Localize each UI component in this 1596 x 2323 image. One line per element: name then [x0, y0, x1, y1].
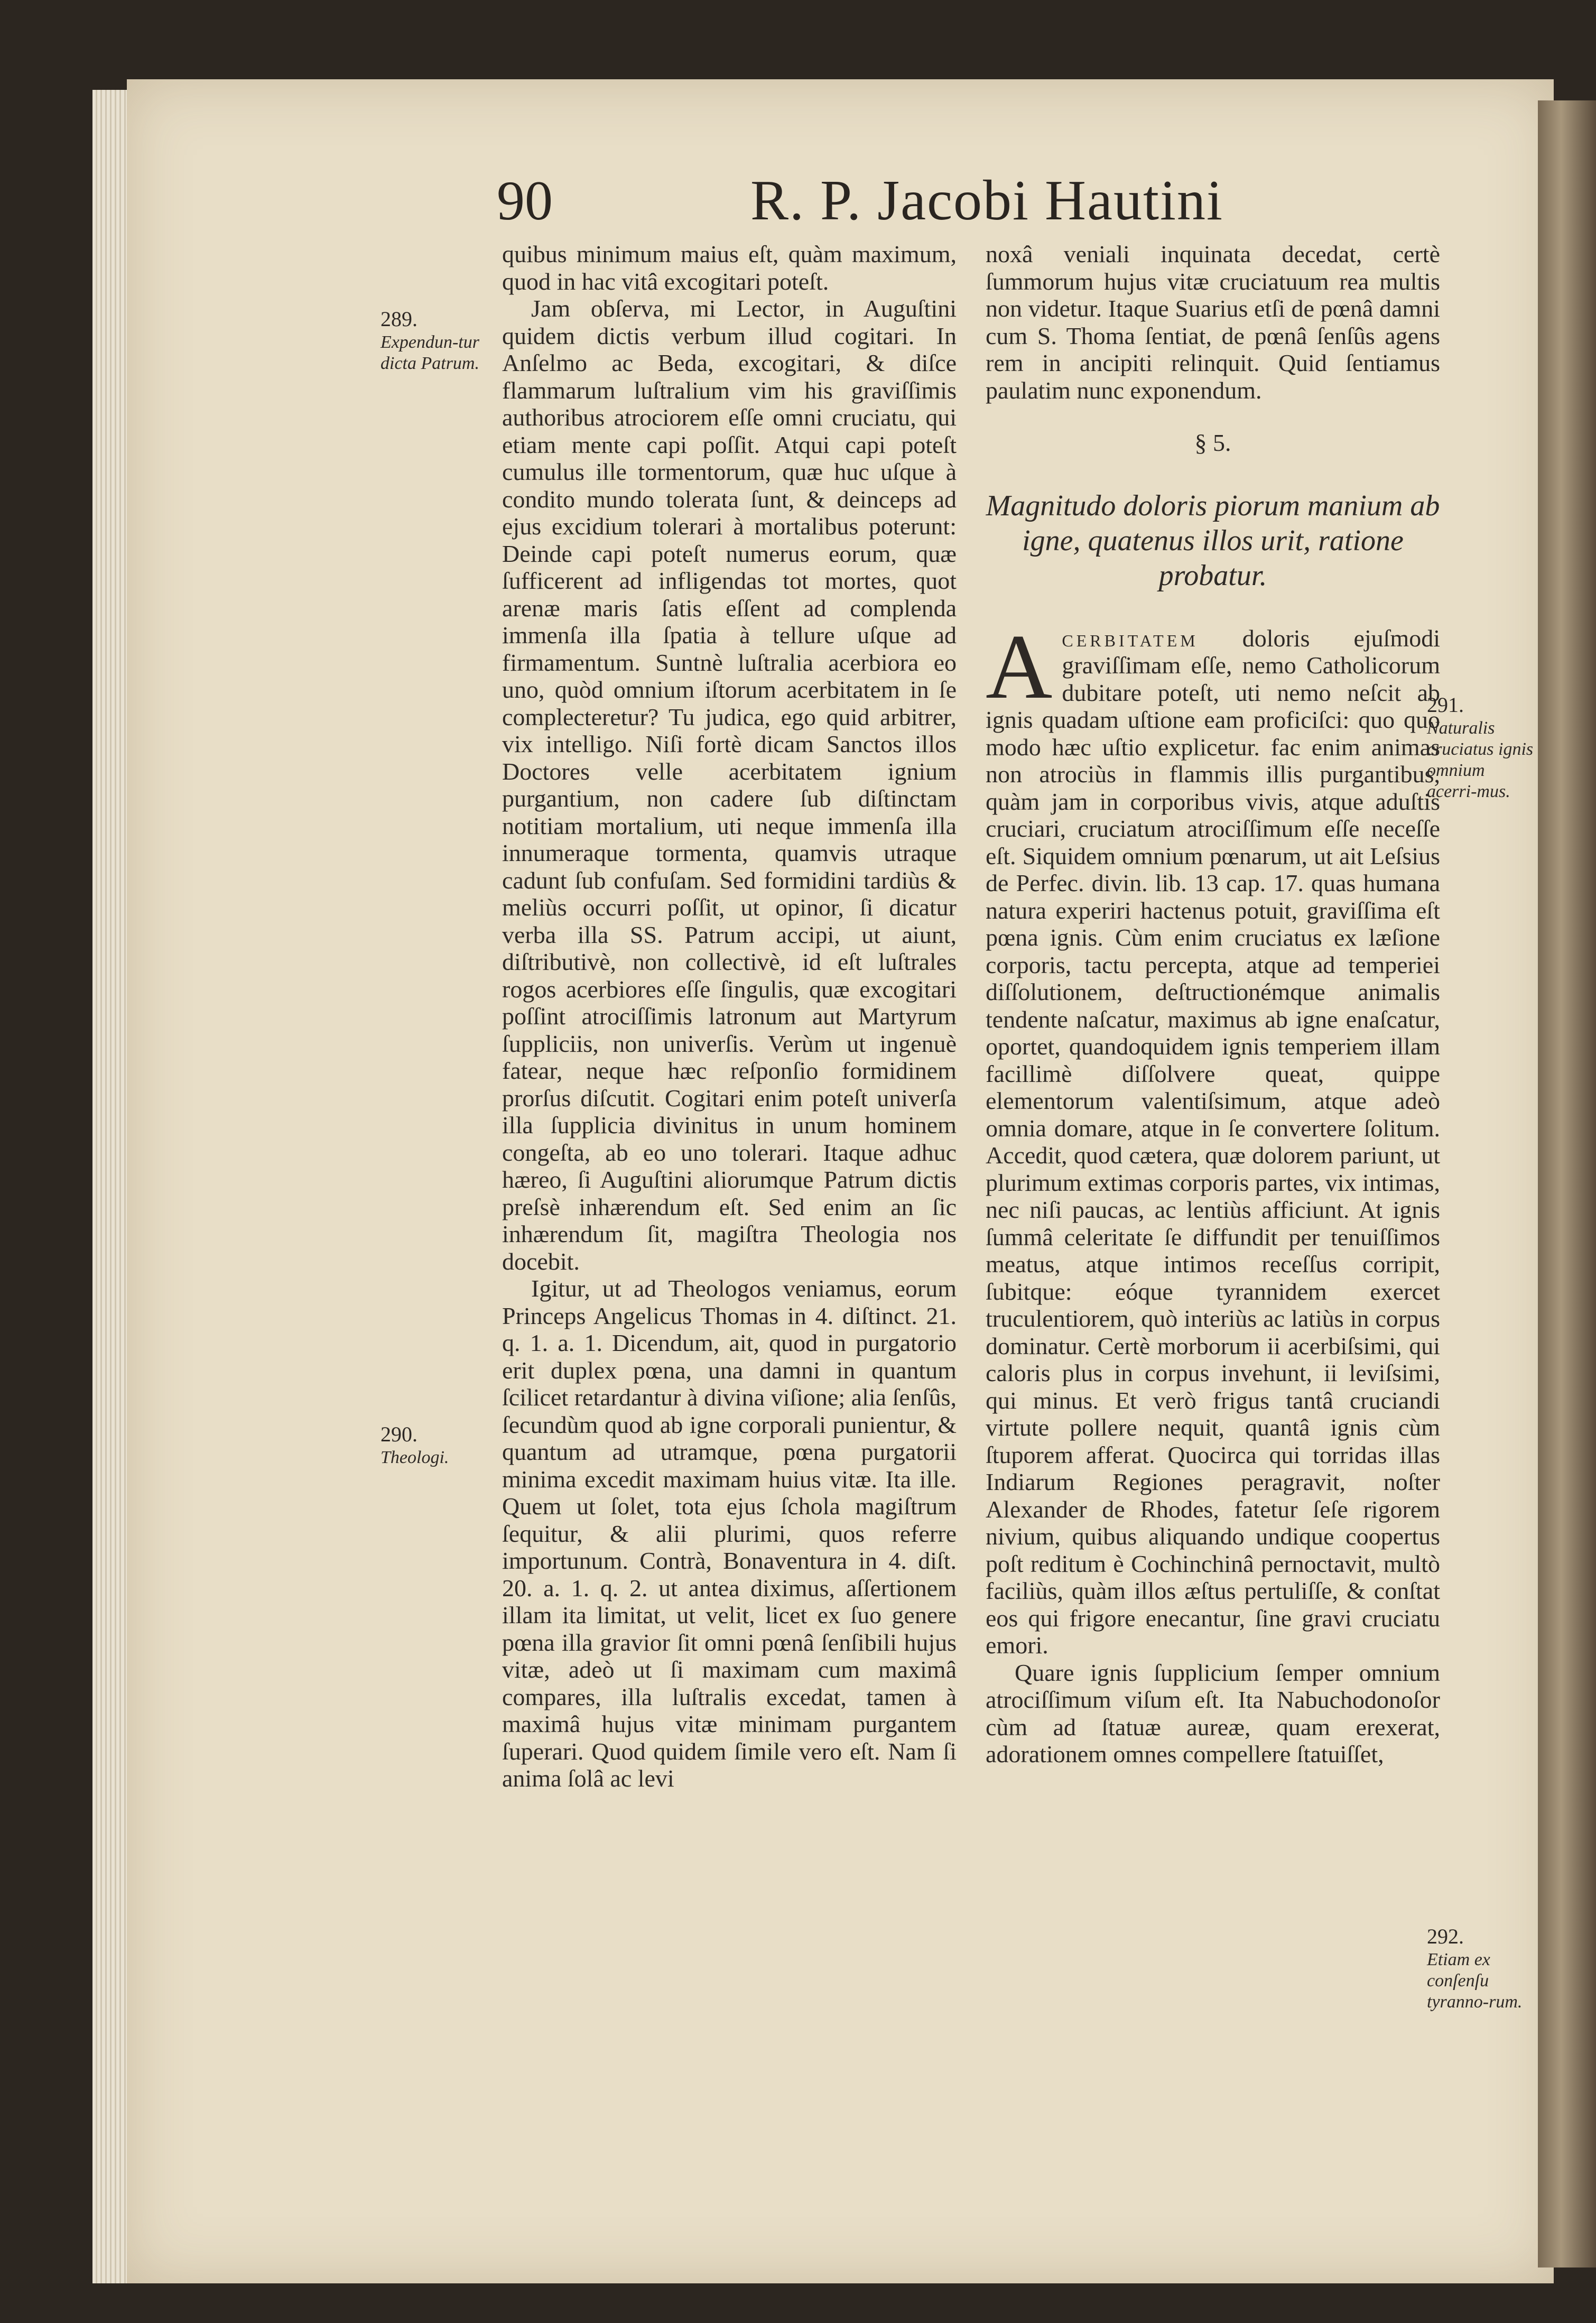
page-number: 90 [497, 170, 553, 232]
margin-note-text: Etiam ex conſenſu tyranno-rum. [1427, 1950, 1523, 2012]
section-heading: Magnitudo doloris piorum manium ab igne, quatenus illos urit, ratione probatur. [986, 489, 1440, 592]
paragraph [986, 615, 1440, 1659]
facing-page-edge [1538, 100, 1596, 2268]
margin-note-text: Expendun-tur dicta Patrum. [381, 332, 479, 373]
page-header [476, 161, 1374, 240]
margin-note-number: 289. [381, 307, 417, 331]
small-caps-word: cerbitatem [1062, 624, 1199, 652]
paragraph: Jam obſerva, mi Lector, in Auguſtini quidem dictis verbum illud cogitari. In Anſelmo ac Beda, excogitari, & diſce flammarum luſtralium vim his graviſſimis authoribus atrociorem eſſe omni cruciatu, qui etiam mente capi poſſit. Atqui capi poteſt cumulus ille tormentorum, quæ huc uſque à condito mundo tolerata ſunt, & deinceps ad ejus excidium tolerari à mortalibus poterunt: Deinde capi poteſt numerus eorum, quæ ſufficerent ad infligendas tot mortes, quot arenæ maris ſatis eſſent ad complenda immenſa illa ſpatia à tellure uſque ad firmamentum. Suntnè luſtralia acerbiora eo uno, quòd omnium iſtorum acerbitatem in ſe complecteretur? Tu judica, ego quid arbitrer, vix intelligo. Niſi fortè dicam Sanctos illos Doctores velle acerbitatem ignium purgantium, non cadere ſub diſtinctam notitiam mortalium, uti neque immenſa illa innumeraque tormenta, quamvis utraque cadunt ſub confuſam. Sed formidini tardiùs & meliùs occurri poſſit, ut opinor, ſi dicatur verba illa SS. Patrum accipi, ut aiunt, diſtributivè, non collectivè, id eſt luſtrales rogos acerbiores eſſe ſingulis, quæ excogitari poſſint atrociſſimis latronum aut Martyrum ſuppliciis, non univerſis. Verùm ut ingenuè fatear, neque hæc reſponſio formidinem prorſus diſcutit. Cogitari enim poteſt univerſa illa ſupplicia divinitus in unum hominem congeſta, ab eo uno tolerari. Itaque adhuc hæreo, ſi Auguſtini aliorumque Patrum dictis preſsè inhærendum eſt. Sed enim an ſic inhærendum ſit, magiſtra Theologia nos docebit. [502, 295, 957, 1275]
margin-note [381, 1422, 491, 1468]
margin-note-number: 291. [1427, 693, 1464, 717]
margin-note [381, 307, 491, 374]
margin-note-text: Naturalis cruciatus ignis omnium acerri-mus. [1427, 718, 1534, 801]
paragraph: quibus minimum maius eſt, quàm maximum, quod in hac vitâ excogitari poteſt. [502, 240, 957, 295]
paragraph: noxâ veniali inquinata decedat, certè ſummorum hujus vitæ cruciatuum rea multis non videtur. Itaque Suarius etſi de pœnâ damni cum S. Thoma ſentiat, de pœnâ ſenſûs agens rem in ancipiti relinquit. Quid ſentiamus paulatim nunc exponendum. [986, 240, 1440, 404]
margin-note [1427, 692, 1538, 802]
paragraph: Quare ignis ſupplicium ſemper omnium atrociſſimum viſum eſt. Ita Nabuchodonoſor cùm ad ſtatuæ aureæ, quam erexerat, adorationem omnes compellere ſtatuiſſet, [986, 1659, 1440, 1767]
margin-note-text: Theologi. [381, 1448, 449, 1467]
drop-cap: A [986, 615, 1053, 718]
running-title: R. P. Jacobi Hautini [750, 169, 1223, 232]
paragraph: Igitur, ut ad Theologos veniamus, eorum Princeps Angelicus Thomas in 4. diſtinct. 21. q. 1. a. 1. Dicendum, ait, quod in purgatorio erit duplex pœna, una damni in quantum ſcilicet retardantur à divina viſione; alia ſenſûs, ſecundùm quod ab igne corporali punientur, & quantum ad utramque, pœna purgatorii minima excedit maximam huius vitæ. Ita ille. Quem ut ſolet, tota ejus ſchola magiſtrum ſequitur, & alii plurimi, quos referre importunum. Contrà, Bonaventura in 4. diſt. 20. a. 1. q. 2. ut antea diximus, aſſertionem illam ita limitat, ut velit, licet ex ſuo genere pœna illa gravior ſit omni pœnâ ſenſibili hujus vitæ, adeò ut ſi maximam cum maximâ compares, illa luſtralis excedat, tamen à maximâ hujus vitæ minimam purgantem ſuperari. Quod quidem ſimile vero eſt. Nam ſi anima ſolâ ac levi [502, 1275, 957, 1792]
margin-note [1427, 1924, 1538, 2013]
left-text-column [502, 240, 957, 1792]
margin-note-number: 292. [1427, 1924, 1464, 1948]
margin-note-number: 290. [381, 1422, 417, 1446]
section-number: § 5. [1194, 429, 1231, 456]
paragraph-text: doloris ejuſmodi graviſſimam eſſe, nemo Catholicorum dubitare poteſt, uti nemo neſcit ab ignis quadam uſtione eam proficiſci: quo quo modo hæc uſtio explicetur. fac enim animas non atrociùs in flammis illis purgantibus, quàm jam in corporibus vivis, atque aduſtis cruciari, cruciatum atrociſſimum eſſe neceſſe eſt. Siquidem omnium pœnarum, ut ait Leſsius de Perfec. divin. lib. 13 cap. 17. quas humana natura experiri hactenus potuit, graviſſima eſt pœna ignis. Cùm enim cruciatus ex læſione corporis, tactu percepta, atque ad temperiei diſſolutionem, deſtructionémque animalis tendente naſcatur, maximus ab igne enaſcatur, oportet, quandoquidem ignis temperiem illam facillimè diſſolvere queat, quippe elementorum valentiſsimum, atque adeò omnia domare, atque in ſe convertere ſolitum. Accedit, quod cætera, quæ dolorem pariunt, ut plurimum extimas corporis partes, vix intimas, nec niſi paucas, ac lentiùs afficiunt. At ignis ſummâ celeritate ſe diffundit per tenuiſſimos meatus, atque intimos receſſus corripit, ſubitque: eóque tyrannidem exercet truculentiorem, quò interiùs ac latiùs in corpus dominatur. Certè morborum ii acerbiſsimi, qui caloris plus in corpus invehunt, ii leviſsimi, qui minus. Et verò frigus tantâ cruciandi virtute pollere nequit, quantâ ignis cùm ſtuporem afferat. Quocirca qui torridas illas Indiarum Regiones peragravit, noſter Alexander de Rhodes, fatetur ſeſe rigorem nivium, quibus aliquando undique coopertus poſt reditum è Cochinchinâ pernoctavit, multò faciliùs, quàm illos æſtus pertuliſſe, & conſtat eos qui frigore enecantur, ſine gravi cruciatu emori. [986, 624, 1440, 1659]
right-text-column [986, 240, 1440, 1768]
